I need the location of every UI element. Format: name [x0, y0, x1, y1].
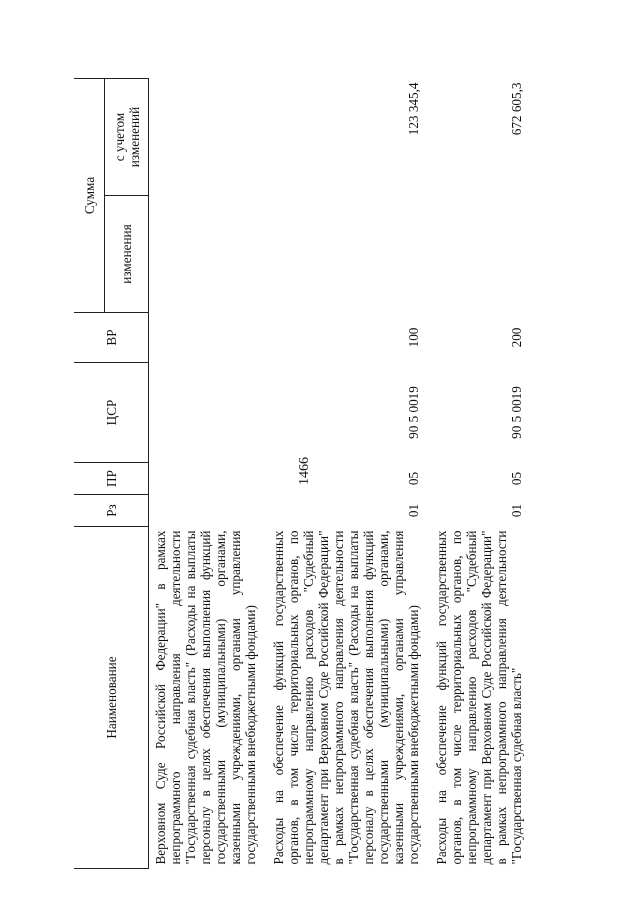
header-name: Наименование [74, 527, 149, 869]
table-row [149, 79, 260, 869]
row-vr: 100 [406, 327, 421, 348]
header-change: изменения [105, 196, 149, 313]
row-with-changes [149, 79, 260, 196]
header-vr: ВР [74, 313, 149, 363]
row-change [149, 196, 260, 313]
header-pr: ПР [74, 463, 149, 495]
row-vr: 200 [509, 327, 524, 348]
row-name: Верховном Суде Российской Федерации" в рамках непрограммного направления деятельности "Государственная судебная власть" (Расходы на выплаты персоналу в целях обеспечения выполнения функций государственными (муниципальными) органами, казенными учреждениями, органами управления государственными внебюджетными фондами) [153, 530, 258, 865]
header-with-changes: с учетом изменений [105, 79, 149, 196]
row-with-changes: 672 605,3 [509, 82, 524, 136]
budget-table-rotated [74, 79, 574, 869]
page-number: 1466 [297, 457, 312, 485]
row-csr: 90 5 0019 [406, 386, 421, 439]
header-rz: Рз [74, 495, 149, 527]
row-rz [149, 495, 260, 527]
header-sum: Сумма [74, 79, 105, 313]
table-row [259, 79, 422, 869]
row-pr: 05 [406, 471, 421, 486]
row-pr: 05 [509, 471, 524, 486]
budget-table [74, 78, 525, 869]
header-csr: ЦСР [74, 363, 149, 463]
table-row [422, 79, 525, 869]
row-csr: 90 5 0019 [509, 386, 524, 439]
row-change [422, 196, 525, 313]
row-rz: 01 [406, 503, 421, 518]
row-change [259, 196, 422, 313]
row-pr [149, 463, 260, 495]
row-csr [149, 363, 260, 463]
row-vr [149, 313, 260, 363]
row-rz: 01 [509, 503, 524, 518]
header-row [74, 79, 105, 869]
row-name: Расходы на обеспечение функций государственных органов, в том числе территориальных органов, по непрограммному направлению расходов "Судебный департамент при Верховном Суде Российской Федерации" в рамках непрограммного направления деятельности "Государственная судебная власть" (Расходы на выплаты персоналу в целях обеспечения выполнения функций государственными (муниципальными) органами, казенными учреждениями, органами управления государственными внебюджетными фондами) [271, 530, 421, 865]
row-with-changes: 123 345,4 [406, 82, 421, 136]
row-name: Расходы на обеспечение функций государственных органов, в том числе территориальных органов, по непрограммному направлению расходов "Судебный департамент при Верховном Суде Российской Федерации" в рамках непрограммного направления деятельности "Государственная судебная власть" [434, 530, 524, 865]
